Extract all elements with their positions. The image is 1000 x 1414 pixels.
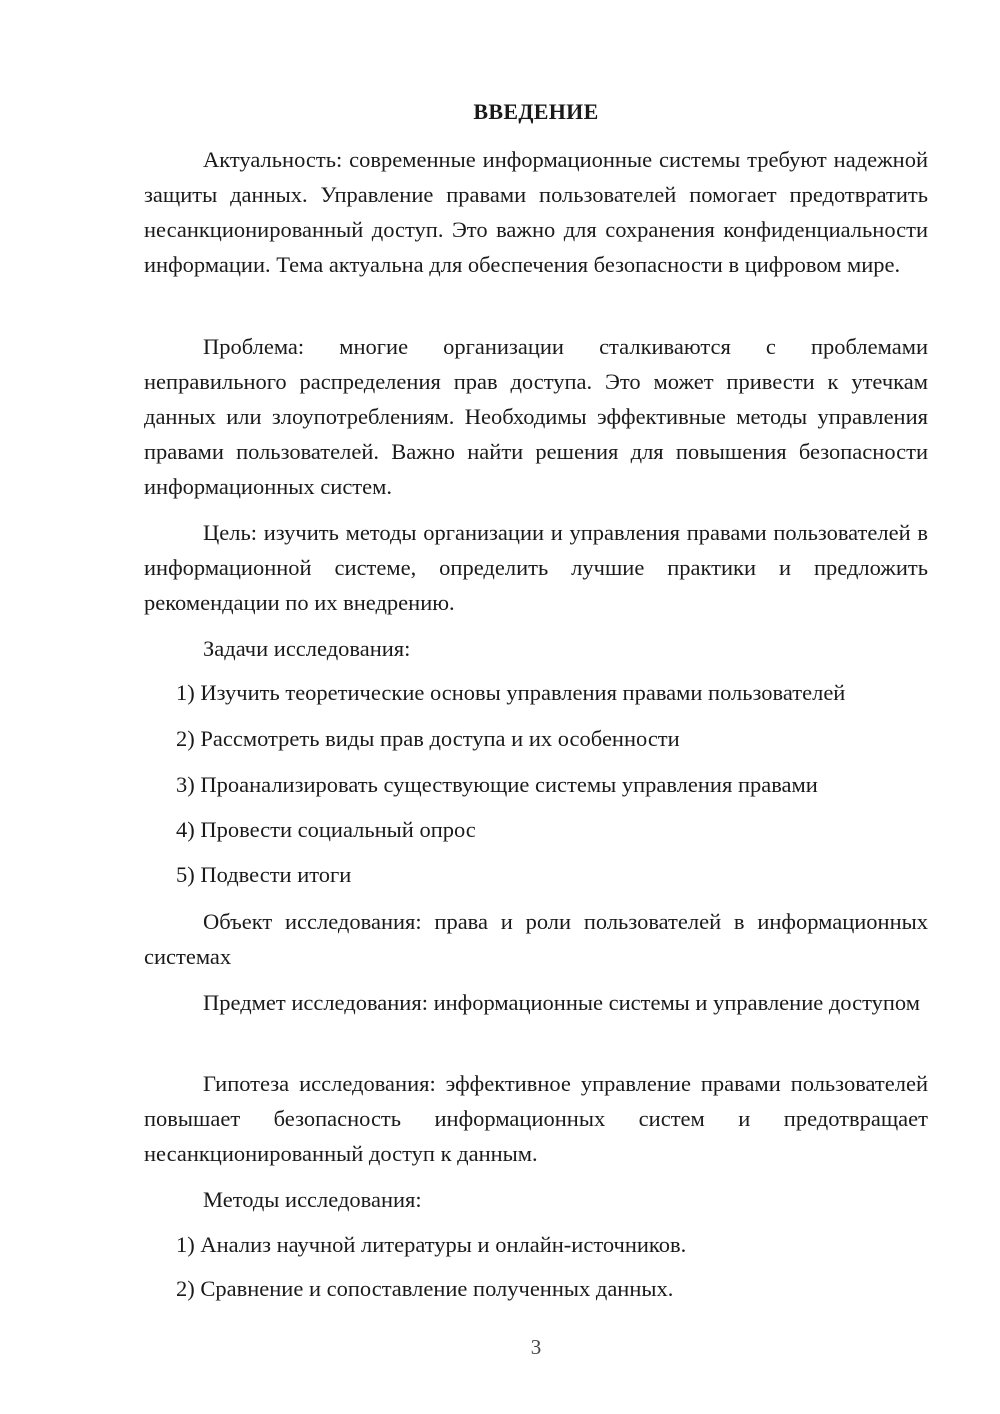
method-item-1: 1) Анализ научной литературы и онлайн-источников.	[176, 1232, 687, 1257]
relevance-paragraph: Актуальность: современные информационные системы требуют надежной защиты данных. Управление правами пользователей помогает предотвратить несанкционированный доступ. Это важно для сохранения конфиденциальности информации. Тема актуальна для обеспечения безопасности в цифровом мире.	[144, 147, 928, 277]
hypothesis-paragraph-block	[144, 1066, 928, 1171]
goal-paragraph: Цель: изучить методы организации и управления правами пользователей в информационной системе, определить лучшие практики и предложить рекомендации по их внедрению.	[144, 520, 928, 615]
problem-paragraph-block	[144, 329, 928, 504]
relevance-paragraph-block	[144, 142, 928, 282]
tasks-heading-block	[144, 631, 928, 666]
methods-heading-block	[144, 1182, 928, 1217]
subject-paragraph-block	[144, 985, 928, 1020]
page-number: 3	[530, 1335, 542, 1359]
goal-paragraph-block	[144, 515, 928, 620]
methods-heading: Методы исследования:	[203, 1187, 422, 1212]
tasks-heading: Задачи исследования:	[203, 636, 411, 661]
problem-paragraph: Проблема: многие организации сталкиваются с проблемами неправильного распределения прав доступа. Это может привести к утечкам данных или злоупотреблениям. Необходимы эффективные методы управления правами пользователей. Важно найти решения для повышения безопасности информационных систем.	[144, 334, 928, 499]
task-item-3: 3) Проанализировать существующие системы управления правами	[176, 772, 818, 797]
task-item-1: 1) Изучить теоретические основы управления правами пользователей	[176, 680, 846, 705]
subject-paragraph: Предмет исследования: информационные системы и управление доступом	[203, 990, 920, 1015]
task-item-5: 5) Подвести итоги	[176, 862, 352, 887]
section-heading: ВВЕДЕНИЕ	[473, 99, 599, 124]
task-item-2: 2) Рассмотреть виды прав доступа и их особенности	[176, 726, 680, 751]
object-paragraph-block	[144, 904, 928, 974]
object-paragraph: Объект исследования: права и роли пользователей в информационных системах	[144, 909, 928, 969]
task-item-4: 4) Провести социальный опрос	[176, 817, 476, 842]
hypothesis-paragraph: Гипотеза исследования: эффективное управление правами пользователей повышает безопасность информационных систем и предотвращает несанкционированный доступ к данным.	[144, 1071, 928, 1166]
method-item-2: 2) Сравнение и сопоставление полученных данных.	[176, 1276, 674, 1301]
